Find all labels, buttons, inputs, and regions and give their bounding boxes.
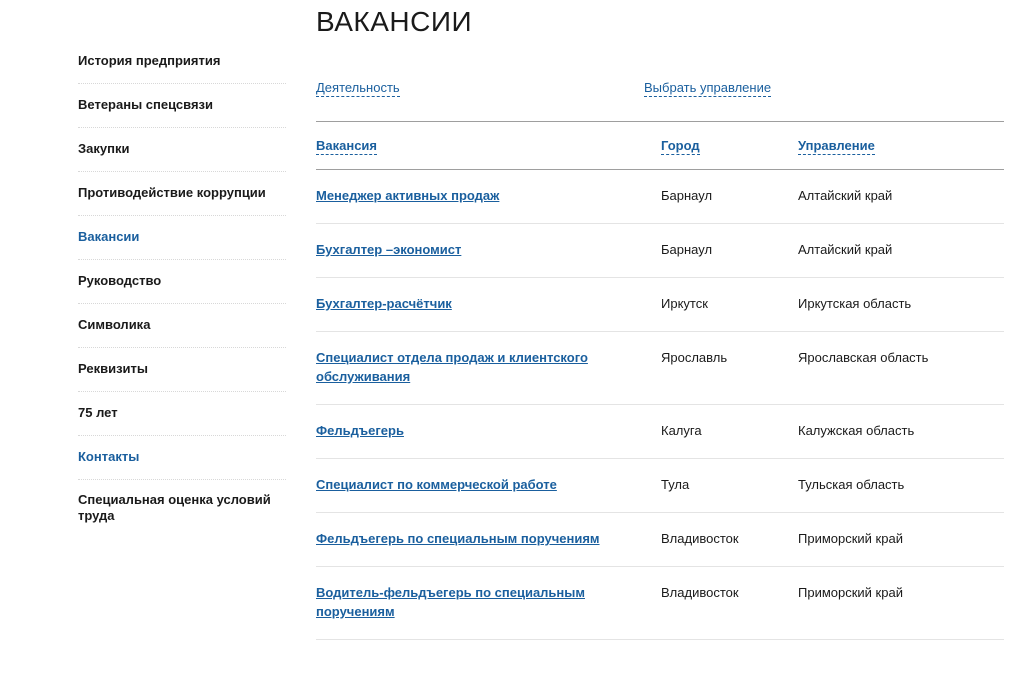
sidebar-item-75-years[interactable]: 75 лет bbox=[78, 392, 286, 436]
table-row bbox=[316, 278, 1004, 332]
sidebar-item-anti-corruption[interactable]: Противодействие коррупции bbox=[78, 172, 286, 216]
sidebar-item-procurement[interactable]: Закупки bbox=[78, 128, 286, 172]
management-cell: Иркутская область bbox=[798, 296, 912, 311]
management-cell: Тульская область bbox=[798, 477, 905, 492]
city-cell: Барнаул bbox=[661, 242, 713, 257]
management-cell: Калужская область bbox=[798, 423, 915, 438]
city-cell: Барнаул bbox=[661, 188, 713, 203]
table-row bbox=[316, 332, 1004, 405]
filters-bar bbox=[316, 80, 1004, 100]
activity-filter[interactable]: Деятельность bbox=[316, 80, 400, 95]
sidebar-item-veterans[interactable]: Ветераны спецсвязи bbox=[78, 84, 286, 128]
management-filter[interactable]: Выбрать управление bbox=[644, 80, 772, 95]
vacancy-link[interactable]: Водитель-фельдъегерь по специальным поручениям bbox=[316, 585, 585, 619]
vacancy-link[interactable]: Менеджер активных продаж bbox=[316, 188, 500, 203]
management-cell: Приморский край bbox=[798, 531, 903, 546]
sidebar-item-vacancies[interactable]: Вакансии bbox=[78, 216, 286, 260]
sidebar-item-work-conditions[interactable]: Специальная оценка условий труда bbox=[78, 492, 271, 523]
management-cell: Приморский край bbox=[798, 585, 903, 600]
city-cell: Ярославль bbox=[661, 350, 728, 365]
header-vacancy[interactable]: Вакансия bbox=[316, 138, 378, 153]
vacancy-link[interactable]: Фельдъегерь по специальным поручениям bbox=[316, 531, 600, 546]
sidebar-item-history[interactable]: История предприятия bbox=[78, 40, 286, 84]
vacancy-link[interactable]: Специалист по коммерческой работе bbox=[316, 477, 557, 492]
management-cell: Ярославская область bbox=[798, 350, 929, 365]
page-title: ВАКАНСИИ bbox=[316, 6, 473, 37]
header-management[interactable]: Управление bbox=[798, 138, 875, 153]
table-row bbox=[316, 567, 1004, 640]
city-cell: Владивосток bbox=[661, 531, 739, 546]
table-row bbox=[316, 224, 1004, 278]
vacancies-table bbox=[316, 121, 1004, 640]
city-cell: Калуга bbox=[661, 423, 702, 438]
vacancy-link[interactable]: Бухгалтер –экономист bbox=[316, 242, 462, 257]
table-row bbox=[316, 170, 1004, 224]
city-cell: Тула bbox=[661, 477, 690, 492]
vacancy-link[interactable]: Фельдъегерь bbox=[316, 423, 404, 438]
city-cell: Владивосток bbox=[661, 585, 739, 600]
table-header bbox=[316, 122, 1004, 170]
table-row bbox=[316, 405, 1004, 459]
sidebar-item-contacts[interactable]: Контакты bbox=[78, 436, 286, 480]
sidebar-nav bbox=[78, 40, 286, 540]
table-row bbox=[316, 459, 1004, 513]
vacancy-link[interactable]: Бухгалтер-расчётчик bbox=[316, 296, 452, 311]
header-city[interactable]: Город bbox=[661, 138, 700, 153]
city-cell: Иркутск bbox=[661, 296, 708, 311]
vacancy-link[interactable]: Специалист отдела продаж и клиентского обслуживания bbox=[316, 350, 588, 384]
sidebar-item-requisites[interactable]: Реквизиты bbox=[78, 348, 286, 392]
management-cell: Алтайский край bbox=[798, 242, 893, 257]
sidebar-item-leadership[interactable]: Руководство bbox=[78, 260, 286, 304]
sidebar-item-symbols[interactable]: Символика bbox=[78, 304, 286, 348]
management-cell: Алтайский край bbox=[798, 188, 893, 203]
table-row bbox=[316, 513, 1004, 567]
